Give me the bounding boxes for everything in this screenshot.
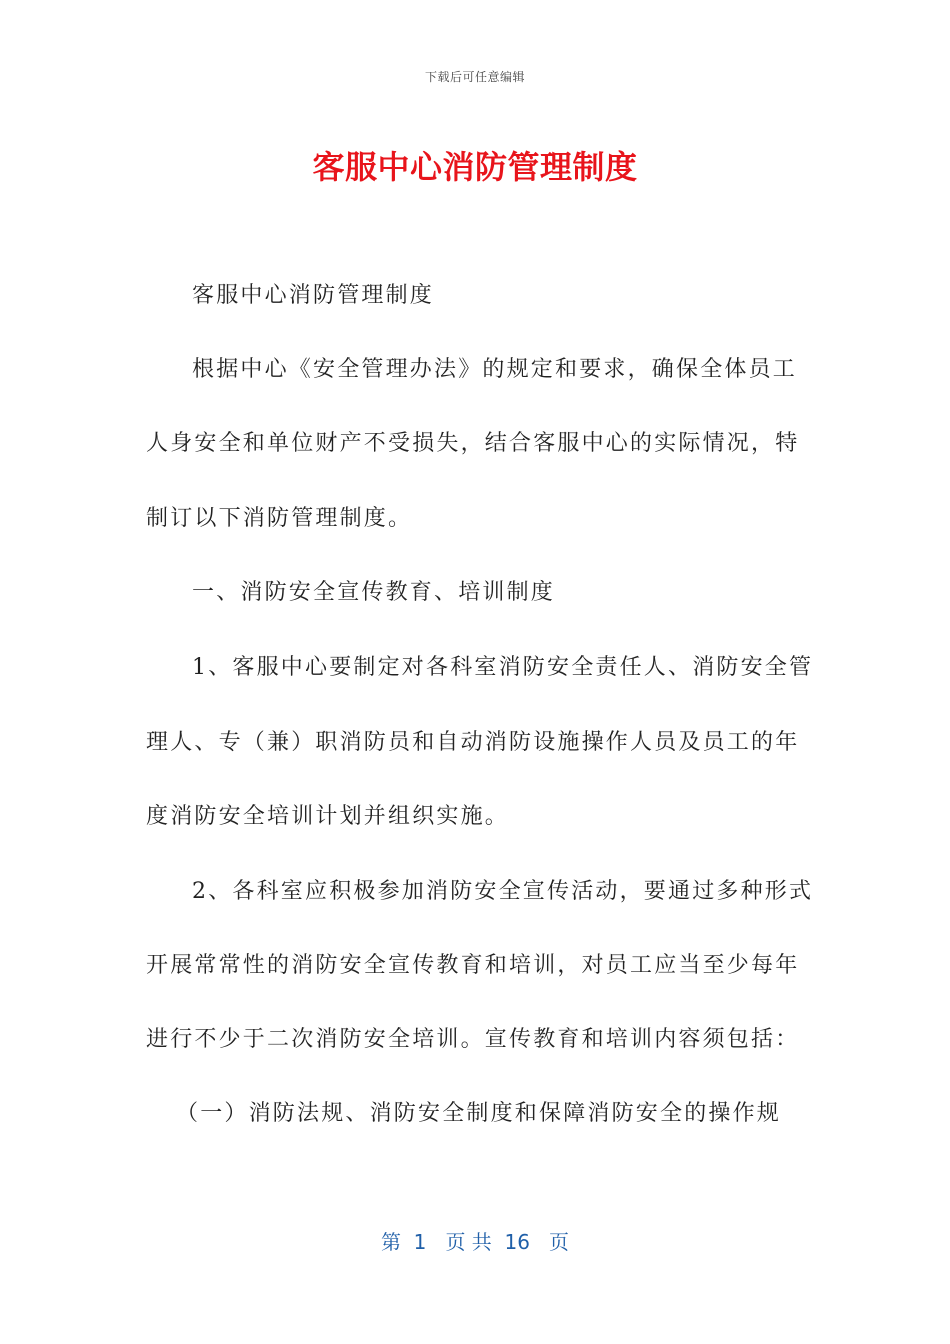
page-number: 第 1 页 共 16 页 (380, 1230, 570, 1254)
paragraph-line: 度消防安全培训计划并组织实施。 (146, 804, 510, 829)
paragraph-line: （一）消防法规、消防安全制度和保障消防安全的操作规 (176, 1101, 782, 1126)
paragraph-subtitle: 客服中心消防管理制度 (192, 283, 435, 308)
paragraph-line: 进行不少于二次消防安全培训。宣传教育和培训内容须包括： (146, 1027, 800, 1052)
paragraph-line: 制订以下消防管理制度。 (146, 506, 413, 531)
paragraph-line: 2、各科室应积极参加消防安全宣传活动，要通过多种形式 (192, 879, 814, 904)
document-title: 客服中心消防管理制度 (312, 148, 638, 186)
paragraph-line: 开展常常性的消防安全宣传教育和培训，对员工应当至少每年 (146, 953, 800, 978)
header-note: 下载后可任意编辑 (424, 70, 525, 84)
paragraph-line: 根据中心《安全管理办法》的规定和要求，确保全体员工 (192, 357, 798, 382)
paragraph-line: 人身安全和单位财产不受损失，结合客服中心的实际情况，特 (146, 431, 800, 456)
section-heading: 一、消防安全宣传教育、培训制度 (192, 580, 556, 605)
paragraph-line: 理人、专（兼）职消防员和自动消防设施操作人员及员工的年 (146, 730, 800, 755)
paragraph-line: 1、客服中心要制定对各科室消防安全责任人、消防安全管 (192, 655, 814, 680)
